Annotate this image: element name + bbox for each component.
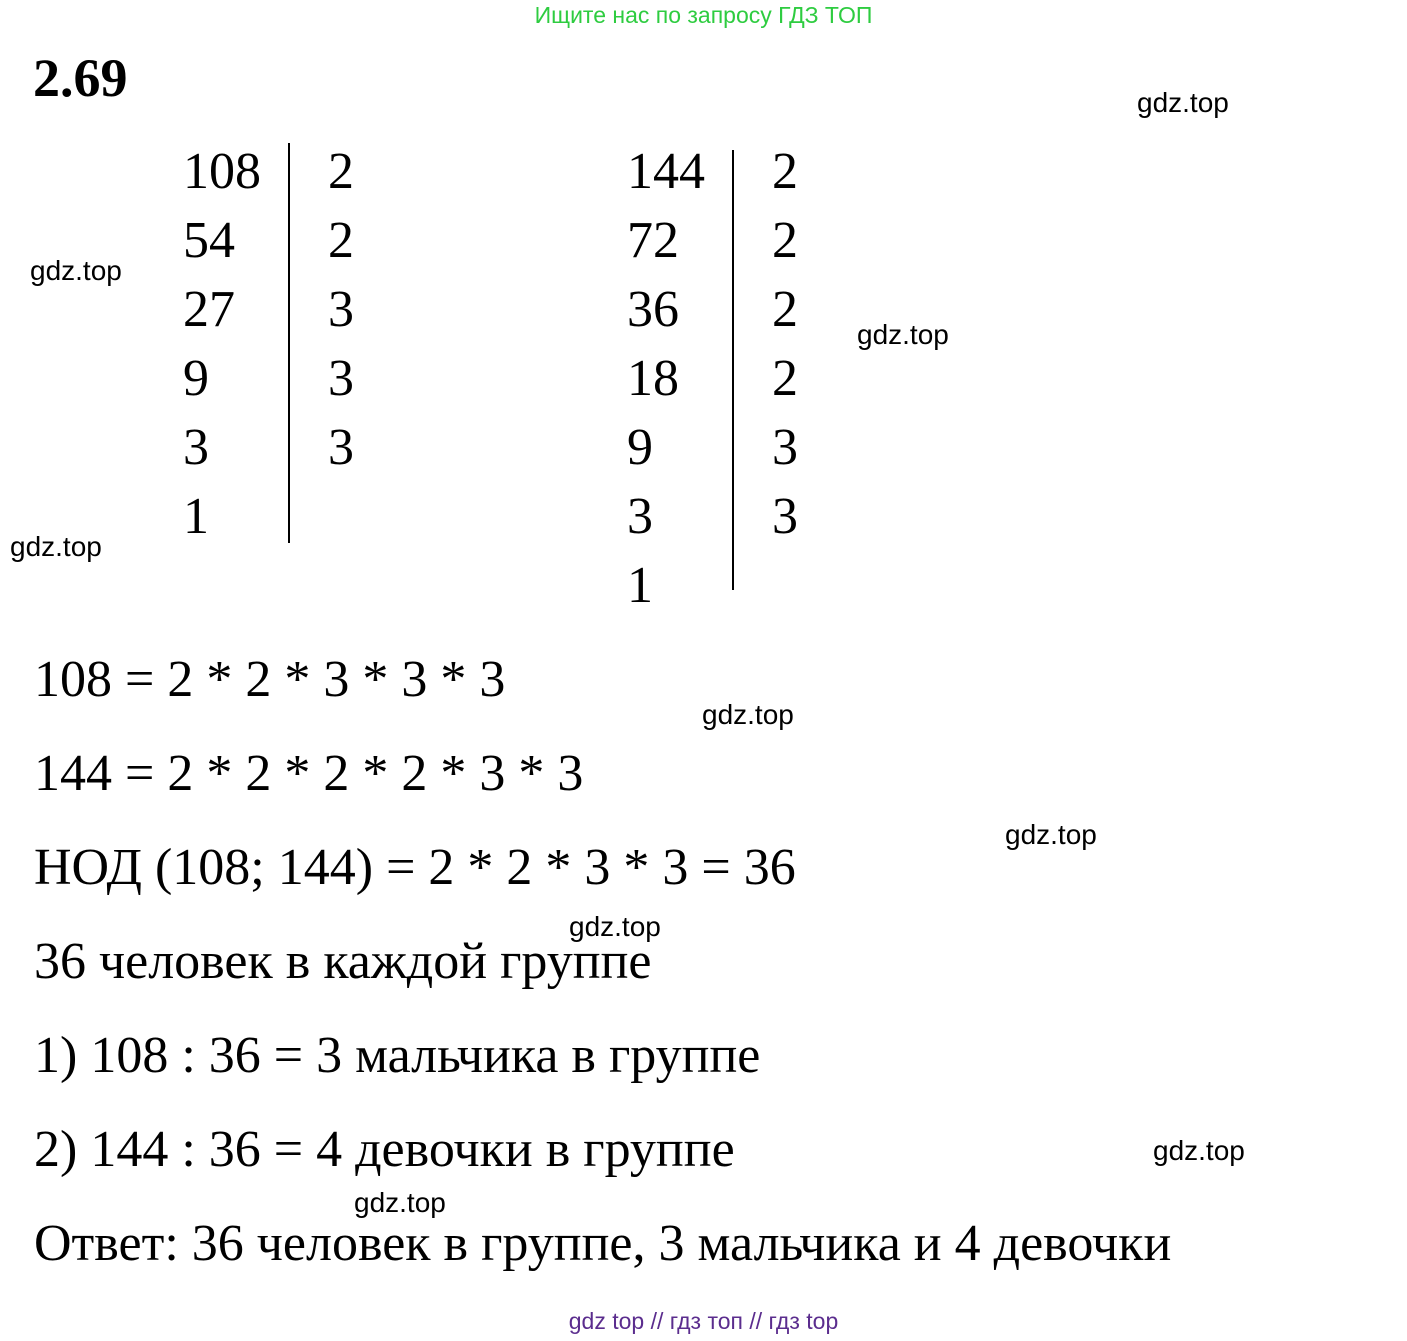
step-2: 2) 144 : 36 = 4 девочки в группе bbox=[34, 1121, 735, 1178]
factor-divisor: 2 bbox=[772, 281, 798, 338]
gcd-line: НОД (108; 144) = 2 * 2 * 3 * 3 = 36 bbox=[34, 839, 796, 896]
factor-number: 3 bbox=[627, 488, 653, 545]
factor-number: 27 bbox=[183, 281, 235, 338]
factor-number: 144 bbox=[627, 143, 705, 200]
factor-number: 1 bbox=[627, 557, 653, 614]
top-banner[interactable]: Ищите нас по запросу ГДЗ ТОП bbox=[534, 2, 873, 28]
factor-divisor: 3 bbox=[328, 281, 354, 338]
factor-number: 108 bbox=[183, 143, 261, 200]
watermark: gdz.top bbox=[354, 1187, 446, 1218]
watermark: gdz.top bbox=[30, 255, 122, 286]
watermark: gdz.top bbox=[1137, 87, 1229, 118]
factor-number: 72 bbox=[627, 212, 679, 269]
factor-divisor: 2 bbox=[772, 143, 798, 200]
factor-divisor: 3 bbox=[328, 419, 354, 476]
prime-factorization-108: 108 = 2 * 2 * 3 * 3 * 3 bbox=[34, 651, 506, 708]
factor-divisor: 3 bbox=[328, 350, 354, 407]
watermark: gdz.top bbox=[569, 911, 661, 942]
factor-number: 3 bbox=[183, 419, 209, 476]
factor-number: 54 bbox=[183, 212, 235, 269]
task-number: 2.69 bbox=[33, 48, 128, 108]
factor-divisor: 2 bbox=[328, 212, 354, 269]
watermark: gdz.top bbox=[1005, 819, 1097, 850]
factor-divisor: 2 bbox=[772, 212, 798, 269]
division-bar bbox=[732, 150, 734, 590]
factor-divisor: 3 bbox=[772, 488, 798, 545]
prime-factorization-144: 144 = 2 * 2 * 2 * 2 * 3 * 3 bbox=[34, 745, 584, 802]
watermark: gdz.top bbox=[857, 319, 949, 350]
footer-links[interactable]: gdz top // гдз топ // гдз top bbox=[568, 1308, 839, 1334]
factor-number: 9 bbox=[183, 350, 209, 407]
watermark: gdz.top bbox=[702, 699, 794, 730]
watermark: gdz.top bbox=[1153, 1135, 1245, 1166]
watermark: gdz.top bbox=[10, 531, 102, 562]
factor-number: 36 bbox=[627, 281, 679, 338]
factor-divisor: 2 bbox=[772, 350, 798, 407]
factor-divisor: 2 bbox=[328, 143, 354, 200]
factor-number: 1 bbox=[183, 488, 209, 545]
group-size-line: 36 человек в каждой группе bbox=[34, 933, 652, 990]
answer: Ответ: 36 человек в группе, 3 мальчика и 4 девочки bbox=[34, 1215, 1172, 1272]
factor-divisor: 3 bbox=[772, 419, 798, 476]
division-bar bbox=[288, 143, 290, 543]
factor-number: 18 bbox=[627, 350, 679, 407]
step-1: 1) 108 : 36 = 3 мальчика в группе bbox=[34, 1027, 761, 1084]
factor-number: 9 bbox=[627, 419, 653, 476]
